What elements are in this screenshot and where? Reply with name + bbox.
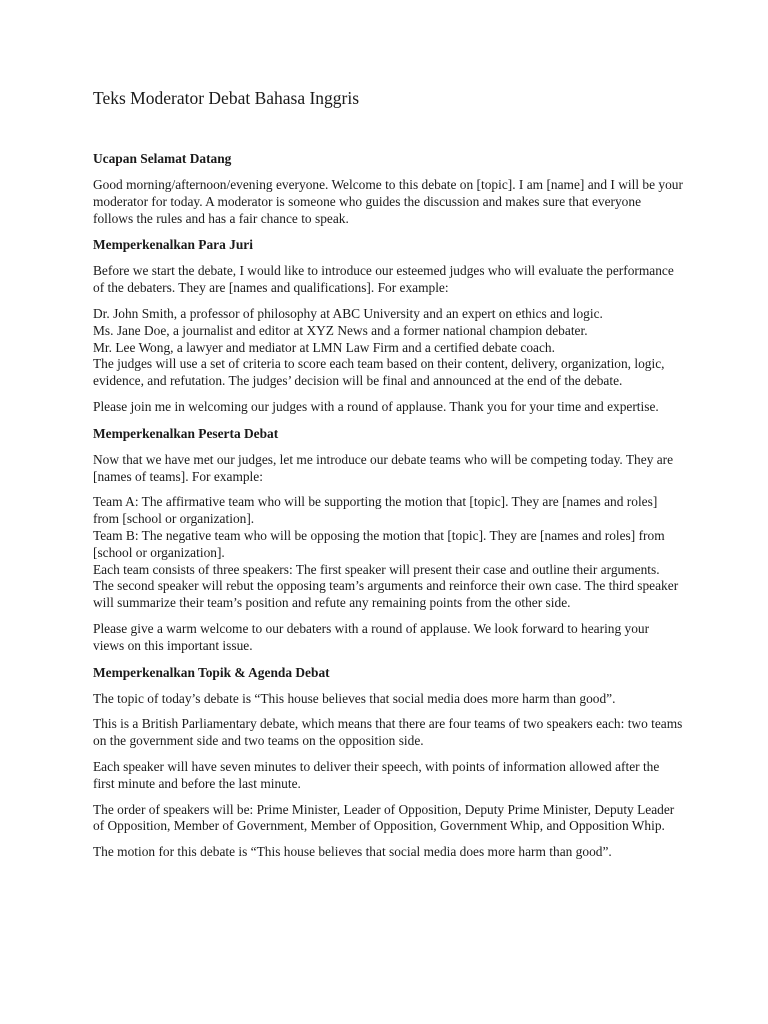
paragraph <box>93 263 683 297</box>
team-line: Team A: The affirmative team who will be supporting the motion that [topic]. They are [names and roles] from [school or organization]. <box>93 494 658 527</box>
section-memperkenalkan-topik-agenda-debat <box>93 664 683 861</box>
paragraph-line: Please give a warm welcome to our debaters with a round of applause. We look forward to hearing your views on this important issue. <box>93 620 650 653</box>
paragraph <box>93 802 683 836</box>
paragraph <box>93 177 683 227</box>
paragraph <box>93 691 683 708</box>
judge-line: Ms. Jane Doe, a journalist and editor at XYZ News and a former national champion debater. <box>93 322 588 338</box>
paragraph-line: Now that we have met our judges, let me introduce our debate teams who will be competing today. They are [names of teams]. For example: <box>93 451 674 484</box>
section-memperkenalkan-peserta-debat <box>93 425 683 655</box>
paragraph <box>93 716 683 750</box>
paragraph-line: This is a British Parliamentary debate, which means that there are four teams of two speakers each: two teams on the government side and two teams on the opposition side. <box>93 716 683 749</box>
paragraph <box>93 621 683 655</box>
section-heading: Memperkenalkan Para Juri <box>93 237 253 253</box>
paragraph-line: Each speaker will have seven minutes to deliver their speech, with points of information allowed after the first minute and before the last minute. <box>93 758 660 791</box>
paragraph <box>93 494 683 612</box>
paragraph <box>93 399 683 416</box>
paragraph-line: Good morning/afternoon/evening everyone. Welcome to this debate on [topic]. I am [name] and I will be your moderator for today. A moderator is someone who guides the discussion and makes sure that everyone follows the rules and has a fair chance to speak. <box>93 177 683 226</box>
document-title: Teks Moderator Debat Bahasa Inggris <box>93 88 360 108</box>
section-memperkenalkan-para-juri <box>93 236 683 415</box>
section-heading: Memperkenalkan Peserta Debat <box>93 425 279 441</box>
section-heading: Ucapan Selamat Datang <box>93 151 232 166</box>
paragraph-line: The order of speakers will be: Prime Minister, Leader of Opposition, Deputy Prime Minister, Deputy Leader of Opposition, Member of Government, Member of Opposition, Government Whip, and Opposition Whip. <box>93 801 675 834</box>
judge-line: Mr. Lee Wong, a lawyer and mediator at LMN Law Firm and a certified debate coach. <box>93 339 555 355</box>
section-heading: Memperkenalkan Topik & Agenda Debat <box>93 664 330 680</box>
paragraph <box>93 844 683 861</box>
paragraph <box>93 306 683 390</box>
section-ucapan-selamat-datang <box>93 150 683 227</box>
team-line: Team B: The negative team who will be opposing the motion that [topic]. They are [names and roles] from [school or organization]. <box>93 527 665 560</box>
paragraph-line: The topic of today’s debate is “This house believes that social media does more harm than good”. <box>93 690 616 706</box>
paragraph-line: Please join me in welcoming our judges with a round of applause. Thank you for your time and expertise. <box>93 398 659 414</box>
paragraph-line: The judges will use a set of criteria to score each team based on their content, delivery, organization, logic, evidence, and refutation. The judges’ decision will be final and announced at the end of the debate. <box>93 356 665 389</box>
paragraph-line: The motion for this debate is “This house believes that social media does more harm than good”. <box>93 844 612 860</box>
document-page <box>93 86 683 870</box>
paragraph-line: Each team consists of three speakers: The first speaker will present their case and outline their arguments. The second speaker will rebut the opposing team’s arguments and reinforce their own case. The third speaker will summarize their team’s position and refute any remaining points from the other side. <box>93 561 679 611</box>
paragraph-line: Before we start the debate, I would like to introduce our esteemed judges who will evaluate the performance of the debaters. They are [names and qualifications]. For example: <box>93 263 674 296</box>
paragraph <box>93 759 683 793</box>
judge-line: Dr. John Smith, a professor of philosophy at ABC University and an expert on ethics and logic. <box>93 305 603 321</box>
paragraph <box>93 452 683 486</box>
